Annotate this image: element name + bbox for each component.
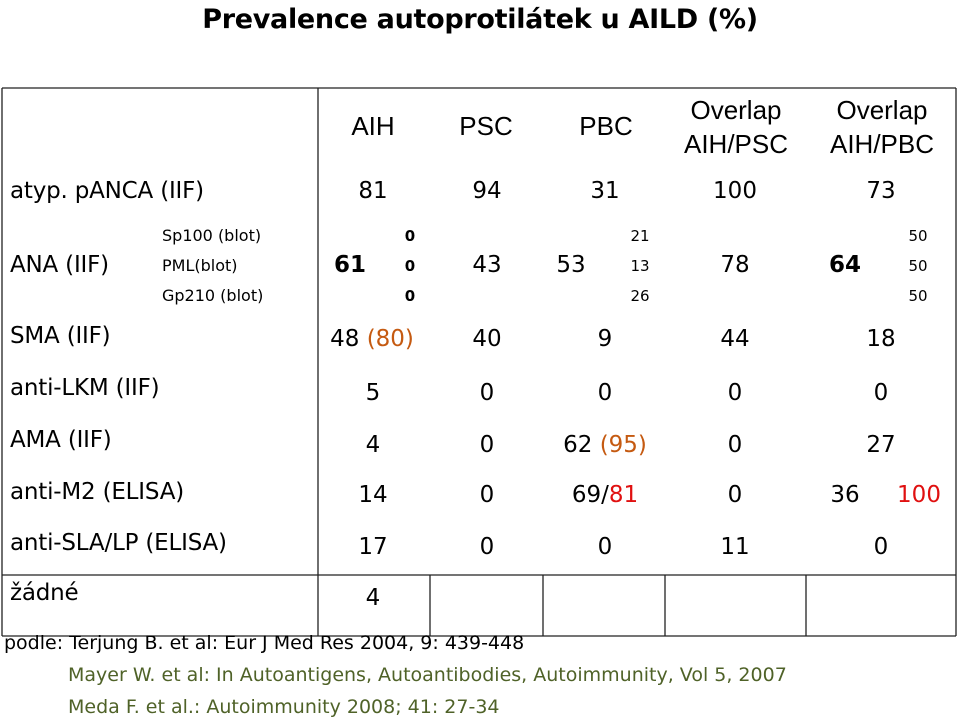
ana-aih: 61 (333, 252, 366, 278)
sla-ov-psc: 11 (720, 534, 750, 560)
ana-sub-label-sp100: Sp100 (blot) (162, 226, 262, 245)
header-psc: PSC (459, 111, 513, 141)
reference-meda: Meda F. et al.: Autoimmunity 2008; 41: 27-34 (68, 696, 500, 718)
m2-ov-pbc: 36 (830, 482, 860, 508)
ama-ov-pbc: 27 (866, 432, 896, 458)
ana-ov-psc: 78 (720, 252, 750, 278)
ama-pbc (550, 432, 660, 458)
row-label-ana: ANA (IIF) (10, 252, 109, 278)
m2-aih: 14 (358, 482, 388, 508)
ana-pbc: 53 (556, 252, 586, 278)
reference-mayer: Mayer W. et al: In Autoantigens, Autoantibodies, Autoimmunity, Vol 5, 2007 (68, 664, 787, 686)
ana-aih-sub-pml: 0 (404, 257, 416, 275)
m2-pbc-extra: 81 (608, 482, 639, 508)
ana-pbc-sub-pml: 13 (630, 257, 650, 275)
sma-ov-pbc: 18 (866, 326, 896, 352)
ama-pbc-value: 62 (563, 432, 593, 458)
panca-aih: 81 (358, 178, 388, 204)
ana-aih-sub-sp100: 0 (404, 227, 416, 245)
none-aih: 4 (365, 585, 381, 611)
ama-ov-psc: 0 (727, 432, 743, 458)
row-label-panca: atyp. pANCA (IIF) (10, 178, 204, 204)
sma-aih-extra: (80) (366, 326, 414, 352)
header-overlap-psc-line1: Overlap (690, 95, 782, 125)
ana-ov-pbc-sub-gp210: 50 (908, 287, 928, 305)
sla-aih: 17 (358, 534, 388, 560)
panca-psc: 94 (472, 178, 502, 204)
header-overlap-pbc-line2: AIH/PBC (829, 129, 935, 159)
row-label-lkm: anti-LKM (IIF) (10, 375, 160, 401)
ana-sub-label-pml: PML(blot) (162, 256, 238, 275)
ana-ov-pbc-sub-sp100: 50 (908, 227, 928, 245)
ana-pbc-sub-gp210: 26 (630, 287, 650, 305)
ana-aih-sub-gp210: 0 (404, 287, 416, 305)
lkm-aih: 5 (365, 380, 381, 406)
ana-pbc-sub-sp100: 21 (630, 227, 650, 245)
lkm-psc: 0 (479, 380, 495, 406)
m2-pbc-value: 69/ (571, 482, 609, 508)
m2-ov-psc: 0 (727, 482, 743, 508)
row-label-m2: anti-M2 (ELISA) (10, 479, 185, 505)
header-overlap-psc-line2: AIH/PSC (683, 129, 789, 159)
m2-ov-pbc-extra: 100 (897, 482, 941, 508)
ana-psc: 43 (472, 252, 502, 278)
sma-pbc: 9 (597, 326, 613, 352)
panca-ov-psc: 100 (713, 178, 757, 204)
slide-title: Prevalence autoprotilátek u AILD (%) (202, 4, 758, 35)
sla-ov-pbc: 0 (873, 534, 889, 560)
sla-psc: 0 (479, 534, 495, 560)
reference-terjung: podle: Terjung B. et al: Eur J Med Res 2004, 9: 439-448 (4, 632, 525, 654)
lkm-ov-psc: 0 (727, 380, 743, 406)
sma-aih-value: 48 (330, 326, 360, 352)
header-pbc: PBC (579, 111, 633, 141)
ama-psc: 0 (479, 432, 495, 458)
ana-sub-label-gp210: Gp210 (blot) (162, 286, 264, 305)
sma-psc: 40 (472, 326, 502, 352)
row-label-none: žádné (10, 580, 79, 606)
m2-pbc (560, 482, 650, 508)
sma-aih (322, 326, 422, 352)
m2-psc: 0 (479, 482, 495, 508)
sma-ov-psc: 44 (720, 326, 750, 352)
lkm-pbc: 0 (597, 380, 613, 406)
ama-pbc-extra: (95) (599, 432, 647, 458)
row-label-sma: SMA (IIF) (10, 323, 111, 349)
row-label-sla: anti-SLA/LP (ELISA) (10, 530, 227, 556)
sla-pbc: 0 (597, 534, 613, 560)
header-aih: AIH (351, 111, 395, 141)
ama-aih: 4 (365, 432, 381, 458)
row-label-ama: AMA (IIF) (10, 427, 112, 453)
panca-pbc: 31 (590, 178, 620, 204)
ana-ov-pbc: 64 (828, 252, 861, 278)
lkm-ov-pbc: 0 (873, 380, 889, 406)
panca-ov-pbc: 73 (866, 178, 896, 204)
ana-ov-pbc-sub-pml: 50 (908, 257, 928, 275)
header-overlap-pbc-line1: Overlap (836, 95, 928, 125)
